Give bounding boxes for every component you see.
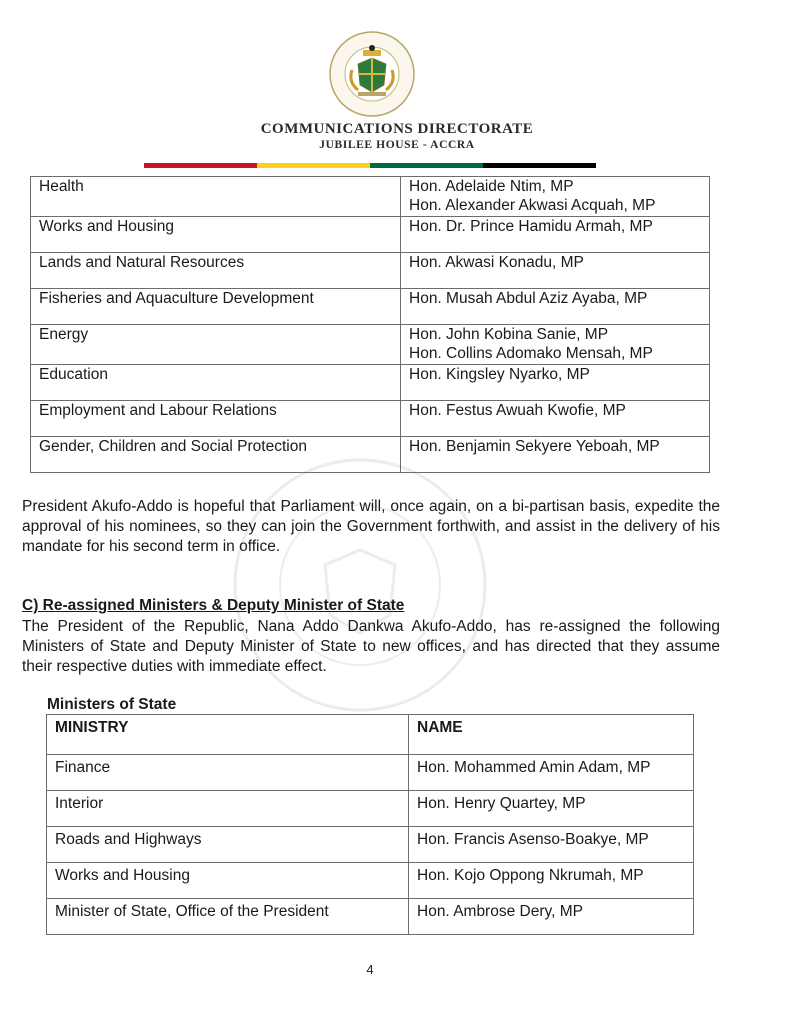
name-cell: Hon. Mohammed Amin Adam, MP bbox=[409, 755, 694, 791]
table-row bbox=[47, 899, 694, 935]
table-row bbox=[31, 289, 710, 325]
ministry-cell: Roads and Highways bbox=[47, 827, 409, 863]
table-row bbox=[31, 325, 710, 365]
ministry-cell: Fisheries and Aquaculture Development bbox=[31, 289, 401, 325]
table-row bbox=[31, 177, 710, 217]
ministry-cell: Works and Housing bbox=[47, 863, 409, 899]
flag-color-bar bbox=[144, 163, 596, 168]
ministry-cell: Education bbox=[31, 365, 401, 401]
table-row bbox=[47, 863, 694, 899]
page-number: 4 bbox=[366, 962, 374, 977]
directorate-title: COMMUNICATIONS DIRECTORATE bbox=[260, 121, 534, 137]
name-line: Hon. Alexander Akwasi Acquah, MP bbox=[409, 197, 656, 214]
name-line: Hon. Adelaide Ntim, MP bbox=[409, 178, 574, 195]
table-row bbox=[31, 365, 710, 401]
table-row bbox=[31, 217, 710, 253]
table-row bbox=[31, 437, 710, 473]
column-header-ministry: MINISTRY bbox=[47, 715, 409, 755]
directorate-subtitle: JUBILEE HOUSE - ACCRA bbox=[319, 139, 475, 151]
ministry-cell: Interior bbox=[47, 791, 409, 827]
ministry-cell: Minister of State, Office of the President bbox=[47, 899, 409, 935]
ministers-of-state-heading: Ministers of State bbox=[47, 696, 177, 713]
name-cell: Hon. Ambrose Dery, MP bbox=[409, 899, 694, 935]
ministry-cell: Energy bbox=[31, 325, 401, 365]
ministry-cell: Finance bbox=[47, 755, 409, 791]
ministry-cell: Lands and Natural Resources bbox=[31, 253, 401, 289]
name-cell: Hon. Kingsley Nyarko, MP bbox=[401, 365, 710, 401]
name-cell: Hon. Henry Quartey, MP bbox=[409, 791, 694, 827]
ministry-cell: Gender, Children and Social Protection bbox=[31, 437, 401, 473]
name-cell: Hon. Benjamin Sekyere Yeboah, MP bbox=[401, 437, 710, 473]
section-c-heading: C) Re-assigned Ministers & Deputy Minister of State bbox=[22, 597, 405, 614]
name-line: Hon. John Kobina Sanie, MP bbox=[409, 326, 609, 343]
ministry-cell: Employment and Labour Relations bbox=[31, 401, 401, 437]
name-line: Hon. Collins Adomako Mensah, MP bbox=[409, 345, 653, 362]
reassignment-paragraph: The President of the Republic, Nana Addo Dankwa Akufo-Addo, has re-assigned the following Ministers of State and Deputy Minister of State to new offices, and has directed that they assume their respective duties with immediate effect. bbox=[22, 618, 720, 675]
table-header-row bbox=[47, 715, 694, 755]
name-cell: Hon. Musah Abdul Aziz Ayaba, MP bbox=[401, 289, 710, 325]
name-cell bbox=[401, 177, 710, 217]
presidential-seal-logo bbox=[328, 30, 416, 118]
name-cell bbox=[401, 325, 710, 365]
table-row bbox=[47, 827, 694, 863]
nominees-table bbox=[30, 176, 710, 473]
table-row bbox=[47, 791, 694, 827]
column-header-name: NAME bbox=[409, 715, 694, 755]
name-cell: Hon. Francis Asenso-Boakye, MP bbox=[409, 827, 694, 863]
approval-paragraph: President Akufo-Addo is hopeful that Parliament will, once again, on a bi-partisan basis, expedite the approval of his nominees, so they can join the Government forthwith, and assist in the delivery of his mandate for his second term in office. bbox=[22, 498, 720, 555]
name-cell: Hon. Kojo Oppong Nkrumah, MP bbox=[409, 863, 694, 899]
table-row bbox=[31, 253, 710, 289]
ministry-cell: Works and Housing bbox=[31, 217, 401, 253]
ministry-cell: Health bbox=[31, 177, 401, 217]
name-cell: Hon. Akwasi Konadu, MP bbox=[401, 253, 710, 289]
name-cell: Hon. Dr. Prince Hamidu Armah, MP bbox=[401, 217, 710, 253]
ministers-of-state-table bbox=[46, 714, 694, 935]
name-cell: Hon. Festus Awuah Kwofie, MP bbox=[401, 401, 710, 437]
table-row bbox=[47, 755, 694, 791]
table-row bbox=[31, 401, 710, 437]
